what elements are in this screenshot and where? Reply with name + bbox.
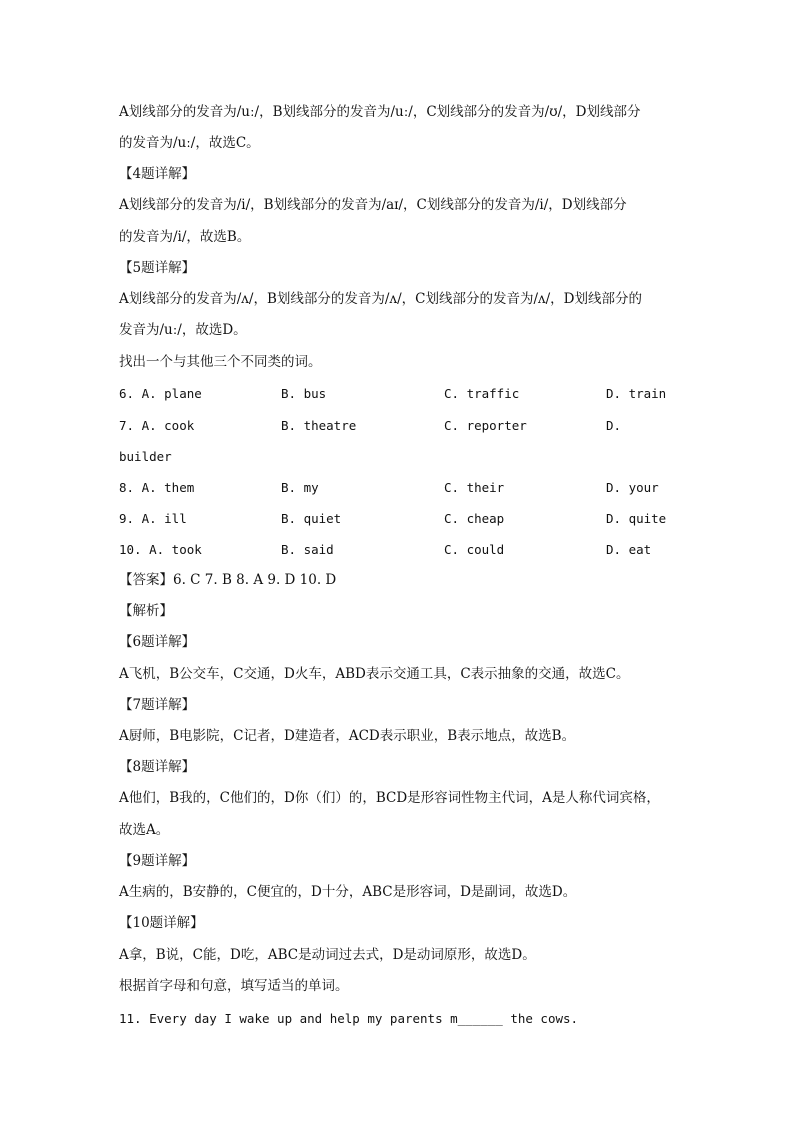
question-row <box>119 478 679 498</box>
option-d: D. eat <box>606 542 652 557</box>
section-odd-one-out: 找出一个与其他三个不同类的词。 <box>119 354 322 370</box>
explanation-5-line-1: A划线部分的发音为/ʌ/，B划线部分的发音为/ʌ/，C划线部分的发音为/ʌ/，D划线部分的 <box>119 291 642 307</box>
option-c: C. their <box>444 480 505 495</box>
heading-q5: 【5题详解】 <box>119 260 196 276</box>
question-row <box>119 509 679 529</box>
heading-q10: 【10题详解】 <box>119 915 204 931</box>
explanation-8-line-1: A他们，B我的，C他们的，D你（们）的，BCD是形容词性物主代词，A是人称代词宾格， <box>119 790 660 806</box>
option-b: B. my <box>281 480 319 495</box>
heading-q9: 【9题详解】 <box>119 853 196 869</box>
explanation-10: A拿，B说，C能，D吃，ABC是动词过去式，D是动词原形，故选D。 <box>119 947 536 963</box>
option-a: 8. A. them <box>119 480 195 495</box>
question-row <box>119 384 679 404</box>
option-d: D. <box>606 418 622 433</box>
option-c: C. traffic <box>444 386 520 401</box>
explanation-9: A生病的，B安静的，C便宜的，D十分，ABC是形容词，D是副词，故选D。 <box>119 884 577 900</box>
question-row <box>119 540 679 560</box>
option-a: 6. A. plane <box>119 386 202 401</box>
explanation-4-line-1: A划线部分的发音为/i/，B划线部分的发音为/aɪ/，C划线部分的发音为/i/，D划线部分 <box>119 197 627 213</box>
option-d: D. your <box>606 480 659 495</box>
heading-q6: 【6题详解】 <box>119 634 196 650</box>
option-b: B. bus <box>281 386 327 401</box>
explanation-4-line-2: 的发音为/i/，故选B。 <box>119 229 251 245</box>
option-c: C. reporter <box>444 418 527 433</box>
option-d: D. train <box>606 386 667 401</box>
explanation-3-line-1: A划线部分的发音为/uː/，B划线部分的发音为/uː/，C划线部分的发音为/ʊ/，D划线部分 <box>119 104 641 120</box>
option-c: C. cheap <box>444 511 505 526</box>
heading-q4: 【4题详解】 <box>119 166 196 182</box>
analysis-heading: 【解析】 <box>119 603 173 619</box>
explanation-8-line-2: 故选A。 <box>119 822 170 838</box>
option-a: 9. A. ill <box>119 511 187 526</box>
heading-q8: 【8题详解】 <box>119 759 196 775</box>
section-fill-in: 根据首字母和句意，填写适当的单词。 <box>119 978 349 994</box>
option-a: 7. A. cook <box>119 418 195 433</box>
option-b: B. quiet <box>281 511 342 526</box>
option-d: D. quite <box>606 511 667 526</box>
option-d-wrap: builder <box>119 449 172 464</box>
explanation-5-line-2: 发音为/uː/，故选D。 <box>119 322 247 338</box>
explanation-3-line-2: 的发音为/uː/，故选C。 <box>119 135 260 151</box>
heading-q7: 【7题详解】 <box>119 697 196 713</box>
explanation-7: A厨师，B电影院，C记者，D建造者，ACD表示职业，B表示地点，故选B。 <box>119 728 576 744</box>
option-b: B. said <box>281 542 334 557</box>
option-a: 10. A. took <box>119 542 202 557</box>
option-c: C. could <box>444 542 505 557</box>
question-row <box>119 416 679 436</box>
question-11: 11. Every day I wake up and help my parents m______ the cows. <box>119 1011 579 1026</box>
explanation-6: A飞机，B公交车，C交通，D火车，ABD表示交通工具，C表示抽象的交通，故选C。 <box>119 666 630 682</box>
answer-line: 【答案】6. C 7. B 8. A 9. D 10. D <box>119 572 337 588</box>
option-b: B. theatre <box>281 418 357 433</box>
